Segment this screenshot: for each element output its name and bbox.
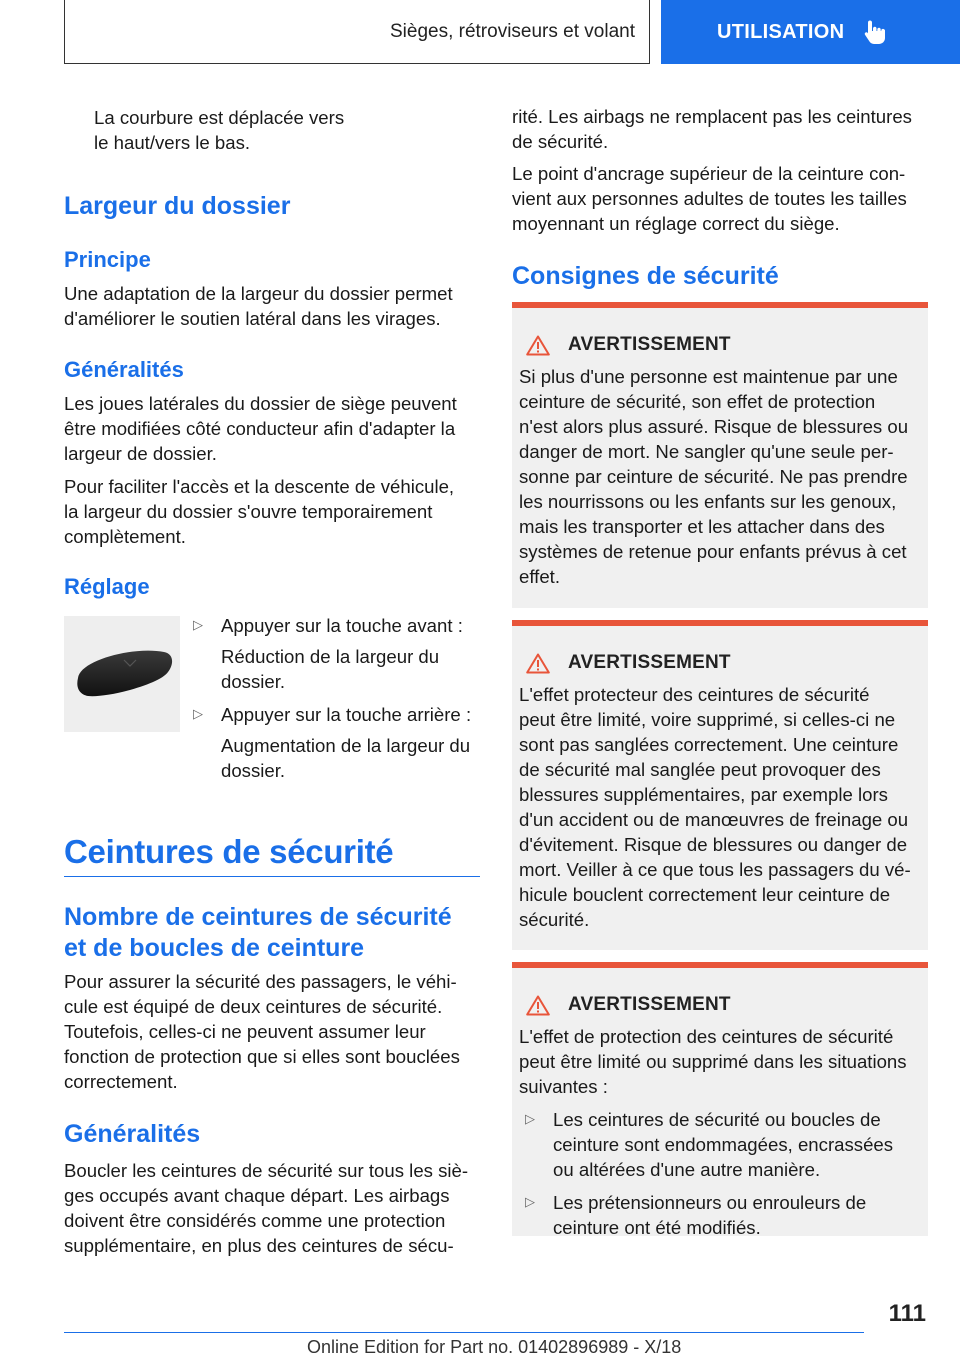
heading-line: et de boucles de ceinture xyxy=(64,934,365,962)
text-line: effet. xyxy=(519,566,561,587)
text-line: d'évitement. Risque de blessures ou danger de xyxy=(519,834,908,855)
ancrage-paragraph xyxy=(512,161,928,236)
list-item-result: dossier. xyxy=(221,671,286,692)
text-line: n'est alors plus assuré. Risque de blessures ou xyxy=(519,416,909,437)
text-line: Les ceintures de sécurité ou boucles de xyxy=(553,1109,881,1130)
text-line: de sécurité. xyxy=(512,131,609,152)
warning-title xyxy=(526,994,928,1016)
text-line: La courbure est déplacée vers xyxy=(94,107,345,128)
heading-generalites: Généralités xyxy=(64,357,184,382)
triangle-bullet-icon: ▷ xyxy=(525,1194,535,1209)
warning-list-item xyxy=(525,1190,921,1240)
text-line: L'effet protecteur des ceintures de sécurité xyxy=(519,684,870,705)
text-line: supplémentaire, en plus des ceintures de sécu- xyxy=(64,1235,454,1256)
section-title: Sièges, rétroviseurs et volant xyxy=(389,20,635,42)
text-line: danger de mort. Ne sangler qu'une seule per- xyxy=(519,441,894,462)
text-line: Pour faciliter l'accès et la descente de véhicule, xyxy=(64,476,455,497)
text-line: doivent être considérés comme une protection xyxy=(64,1210,446,1231)
heading-principe: Principe xyxy=(64,247,151,272)
text-line: mort. Veiller à ce que tous les passagers du vé- xyxy=(519,859,911,880)
triangle-bullet-icon: ▷ xyxy=(193,617,203,632)
text-line: systèmes de retenue pour enfants prévus à cet xyxy=(519,541,907,562)
warning-title xyxy=(526,652,928,674)
backrest-button-image xyxy=(64,616,180,732)
text-line: blessures supplémentaires, par exemple lors xyxy=(519,784,888,805)
text-line: complètement. xyxy=(64,526,186,547)
warning-triangle-icon xyxy=(526,335,550,356)
text-line: le haut/vers le bas. xyxy=(94,132,251,153)
hand-pointer-icon xyxy=(864,19,886,45)
list-item-action: Appuyer sur la touche arrière : xyxy=(221,704,472,725)
warning-triangle-icon xyxy=(526,653,550,674)
warning-title-text: AVERTISSEMENT xyxy=(568,652,731,673)
text-line: moyennant un réglage correct du siège. xyxy=(512,213,840,234)
running-header-section xyxy=(64,0,650,64)
warning-body xyxy=(512,364,928,589)
heading-nombre-ceintures xyxy=(64,902,480,964)
text-line: ceinture sont endommagées, encrassées xyxy=(553,1134,894,1155)
warning-title-text: AVERTISSEMENT xyxy=(568,334,731,355)
text-line: peut être limité, voire supprimé, si celles-ci ne xyxy=(519,709,896,730)
text-line: fonction de protection que si elles sont bouclées xyxy=(64,1046,460,1067)
text-line: Une adaptation de la largeur du dossier permet xyxy=(64,283,453,304)
text-line: peut être limité ou supprimé dans les situations xyxy=(519,1051,907,1072)
warning-box-3 xyxy=(512,962,928,1236)
text-line: ceinture ont été modifiés. xyxy=(553,1217,761,1238)
warning-list-item xyxy=(525,1107,921,1182)
text-line: Boucler les ceintures de sécurité sur tous les siè- xyxy=(64,1160,469,1181)
text-line: Toutefois, celles-ci ne peuvent assumer leur xyxy=(64,1021,426,1042)
text-line: hicule bouclent correctement leur ceinture de xyxy=(519,884,891,905)
warning-body xyxy=(512,682,928,932)
text-line: d'améliorer le soutien latéral dans les virages. xyxy=(64,308,441,329)
text-line: suivantes : xyxy=(519,1076,608,1097)
warning-body xyxy=(512,1024,928,1240)
reglage-list xyxy=(193,613,483,783)
generalites-paragraph-1 xyxy=(64,391,480,466)
list-item xyxy=(193,702,483,783)
warning-title-text: AVERTISSEMENT xyxy=(568,994,731,1015)
chapter-tab xyxy=(661,0,960,64)
text-line: Les joues latérales du dossier de siège peuvent xyxy=(64,393,457,414)
text-line: d'un accident ou de manœuvres de freinage ou xyxy=(519,809,909,830)
heading-ceintures-securite: Ceintures de sécurité xyxy=(64,833,394,870)
warning-title xyxy=(526,334,928,356)
text-line: sonne par ceinture de sécurité. Ne pas prendre xyxy=(519,466,908,487)
heading-generalites-2: Généralités xyxy=(64,1120,201,1148)
warning-box-1 xyxy=(512,302,928,608)
text-line: vient aux personnes adultes de toutes les tailles xyxy=(512,188,907,209)
text-line: largeur de dossier. xyxy=(64,443,217,464)
list-item-action: Appuyer sur la touche avant : xyxy=(221,615,463,636)
list-item xyxy=(193,613,483,694)
list-item-result: Réduction de la largeur du xyxy=(221,646,440,667)
text-line: ceinture de sécurité, son effet de protection xyxy=(519,391,876,412)
heading-consignes-securite: Consignes de sécurité xyxy=(512,262,779,290)
nombre-paragraph xyxy=(64,969,480,1094)
text-line: rité. Les airbags ne remplacent pas les ceintures xyxy=(512,106,912,127)
generalites-paragraph-2 xyxy=(64,474,480,549)
text-line: ou altérées d'une autre manière. xyxy=(553,1159,821,1180)
text-line: correctement. xyxy=(64,1071,178,1092)
text-line: Pour assurer la sécurité des passagers, le véhi- xyxy=(64,971,457,992)
text-line: mais les transporter et les attacher dans des xyxy=(519,516,885,537)
text-line: sécurité. xyxy=(519,909,590,930)
text-line: cule est équipé de deux ceintures de sécurité. xyxy=(64,996,443,1017)
warning-box-2 xyxy=(512,620,928,950)
text-line: Le point d'ancrage supérieur de la ceinture con- xyxy=(512,163,906,184)
text-line: sont pas sanglées correctement. Une ceinture xyxy=(519,734,899,755)
principe-paragraph xyxy=(64,281,480,331)
list-item-result: dossier. xyxy=(221,760,286,781)
page-number: 111 xyxy=(888,1300,926,1327)
triangle-bullet-icon: ▷ xyxy=(525,1111,535,1126)
intro-text xyxy=(94,105,344,155)
text-line: de sécurité mal sanglée peut provoquer des xyxy=(519,759,881,780)
edition-line: Online Edition for Part no. 01402896989 - X/18 xyxy=(307,1337,682,1357)
heading-reglage: Réglage xyxy=(64,574,150,599)
list-item-result: Augmentation de la largeur du xyxy=(221,735,471,756)
continuation-paragraph xyxy=(512,104,928,154)
text-line: ges occupés avant chaque départ. Les airbags xyxy=(64,1185,450,1206)
generalites2-paragraph xyxy=(64,1158,480,1258)
seat-width-button-icon xyxy=(64,616,180,732)
text-line: les nourrissons ou les enfants sur les genoux, xyxy=(519,491,897,512)
text-line: Les prétensionneurs ou enrouleurs de xyxy=(553,1192,867,1213)
warning-triangle-icon xyxy=(526,995,550,1016)
text-line: L'effet de protection des ceintures de sécurité xyxy=(519,1026,894,1047)
chapter-title: UTILISATION xyxy=(717,20,845,43)
text-line: être modifiées côté conducteur afin d'adapter la xyxy=(64,418,456,439)
text-line: la largeur du dossier s'ouvre temporairement xyxy=(64,501,433,522)
footer-rule xyxy=(64,1332,864,1333)
triangle-bullet-icon: ▷ xyxy=(193,706,203,721)
heading-rule xyxy=(64,876,480,877)
text-line: Si plus d'une personne est maintenue par une xyxy=(519,366,898,387)
heading-line: Nombre de ceintures de sécurité xyxy=(64,903,452,931)
heading-largeur-dossier: Largeur du dossier xyxy=(64,192,291,220)
